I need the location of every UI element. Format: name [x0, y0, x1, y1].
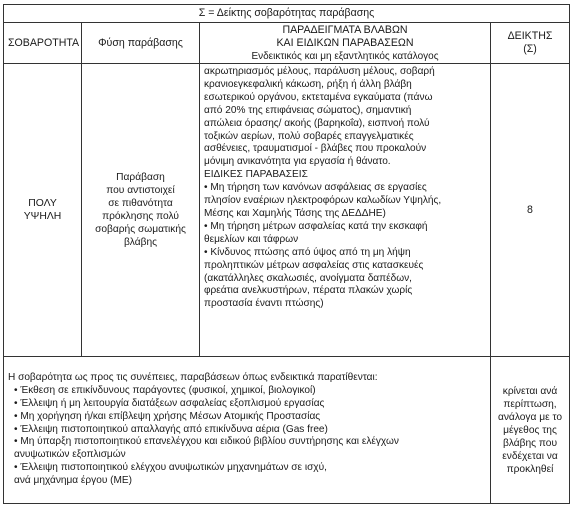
header-examples-line2: ΚΑΙ ΕΙΔΙΚΩΝ ΠΑΡΑΒΑΣΕΩΝ: [276, 36, 414, 49]
special-item: [204, 221, 486, 247]
consequence-item: [8, 462, 486, 488]
consequence-item: [8, 385, 486, 398]
examples-line: εσωτερικού οργάνου, εκτεταμένα εγκαύματα (πάνω: [204, 91, 433, 103]
nature-line: σοβαρής σωματικής: [95, 224, 186, 235]
header-row: [4, 23, 570, 64]
special-item-line: Μέσης και Χαμηλής Τάσης της ΔΕΔΔΗΕ): [204, 207, 386, 219]
consequence-item-line: • Έλλειψη πιστοποιητικού ελέγχου ανυψωτικών μηχανημάτων σε ισχύ,: [14, 462, 327, 474]
examples-line: απώλεια όρασης/ ακοής (βαρηκοΐα), εισπνοή πολύ: [204, 117, 430, 129]
examples-line: ακρωτηριασμός μέλους, παράλυση μέλους, σοβαρή: [204, 66, 435, 77]
special-item-line: θεμελίων και τάφρων: [204, 233, 299, 245]
severity-line2: ΥΨΗΛΗ: [23, 211, 62, 222]
consequences-row: [4, 357, 570, 504]
severity-line1: ΠΟΛΥ: [28, 198, 57, 209]
consequence-item-line: • Μη ύπαρξη πιστοποιητικού επανελέγχου και ειδικού βιβλίου συντήρησης και ελέγχων: [14, 436, 399, 448]
examples-line: από 20% της επιφάνειας σώματος), σημαντική: [204, 104, 412, 116]
nature-line: Παράβαση: [116, 172, 165, 183]
consequence-item-line: ανυψωτικών εξοπλισμών: [14, 449, 126, 461]
examples-line: ασθένειες, τραυματισμοί - βλάβες που προκαλούν: [204, 143, 427, 155]
consequences-cell: [4, 357, 491, 504]
nature-line: που αντιστοιχεί: [106, 185, 175, 196]
assessment-line: μέγεθος της: [503, 424, 557, 436]
examples-cell: [200, 64, 491, 357]
header-severity: ΣΟΒΑΡΟΤΗΤΑ: [4, 23, 82, 64]
nature-cell: [82, 64, 200, 357]
assessment-cell: [491, 357, 570, 504]
examples-line: μόνιμη ανικανότητα για εργασία ή θάνατο.: [204, 156, 391, 168]
consequence-item-line: • Έκθεση σε επικίνδυνους παράγοντες (φυσικοί, χημικοί, βιολογικοί): [14, 384, 316, 396]
assessment-line: περίπτωση,: [503, 398, 557, 410]
special-item: [204, 247, 486, 312]
assessment-line: ενδέχεται να: [502, 450, 558, 462]
assessment-line: προκληθεί: [506, 463, 554, 475]
nature-line: πρόκλησης πολύ: [102, 211, 179, 222]
consequence-item-line: • Έλλειψη ή μη λειτουργία διατάξεων ασφαλείας εξοπλισμού εργασίας: [14, 397, 325, 409]
examples-line: τοξικών αερίων, πολύ σοβαρές επαγγελματικές: [204, 130, 414, 142]
consequence-item: [8, 424, 486, 437]
severity-row: [4, 64, 570, 357]
special-item: [204, 182, 486, 221]
consequences-intro: Η σοβαρότητα ως προς τις συνέπειες, παραβάσεων όπως ενδεικτικά παρατίθενται:: [8, 371, 378, 383]
nature-line: σε πιθανότητα: [108, 198, 173, 209]
consequence-item: [8, 411, 486, 424]
header-examples-line3: Ενδεικτικός και μη εξαντλητικός κατάλογος: [251, 50, 439, 62]
header-nature: Φύση παράβασης: [82, 23, 200, 64]
header-examples-line1: ΠΑΡΑΔΕΙΓΜΑΤΑ ΒΛΑΒΩΝ: [282, 23, 408, 36]
consequence-item: [8, 436, 486, 462]
header-examples: [200, 23, 491, 64]
assessment-line: κρίνεται ανά: [502, 385, 558, 397]
index-value: 8: [491, 64, 570, 357]
header-index-line1: ΔΕΙΚΤΗΣ: [507, 30, 553, 42]
special-item-line: προστασία έναντι πτώσης): [204, 298, 324, 310]
special-item-line: • Κίνδυνος πτώσης από ύψος από τη μη λήψη: [204, 246, 411, 258]
special-item-line: προληπτικών μέτρων ασφαλείας στις κατασκευές: [204, 259, 424, 271]
special-item-line: φρεάτια ανελκυστήρων, πέρατα πλακών χωρίς: [204, 285, 413, 297]
special-item-line: πλησίον εναέριων ηλεκτροφόρων καλωδίων Υψηλής,: [204, 195, 442, 207]
nature-line: βλάβης: [123, 237, 158, 248]
examples-line: κρανιοεγκεφαλική κάκωση, ρήξη ή άλλη βλάβη: [204, 78, 412, 90]
header-index: [491, 23, 570, 64]
consequence-item-line: • Έλλειψη πιστοποιητικού απαλλαγής από επικίνδυνα αέρια (Gas free): [14, 423, 328, 435]
special-item-line: • Μη τήρηση μέτρων ασφαλείας κατά την εκσκαφή: [204, 220, 428, 232]
severity-cell: [4, 64, 82, 357]
assessment-line: βλάβης που: [502, 437, 558, 449]
consequence-item-line: • Μη χορήγηση ή/και επίβλεψη χρήσης Μέσων Ατομικής Προστασίας: [14, 410, 321, 422]
special-heading: ΕΙΔΙΚΕΣ ΠΑΡΑΒΑΣΕΙΣ: [204, 169, 308, 181]
special-item-line: • Μη τήρηση των κανόνων ασφάλειας σε εργασίες: [204, 182, 427, 194]
header-index-line2: (Σ): [523, 43, 537, 55]
severity-table: [3, 4, 570, 504]
special-item-line: (ακατάλληλες σκαλωσιές, ανοίγματα δαπέδων,: [204, 272, 412, 284]
assessment-line: ανάλογα με το: [497, 411, 563, 423]
consequence-item: [8, 398, 486, 411]
table-title: Σ = Δείκτης σοβαρότητας παράβασης: [4, 5, 570, 23]
consequence-item-line: ανά μηχάνημα έργου (ΜΕ): [14, 475, 133, 487]
